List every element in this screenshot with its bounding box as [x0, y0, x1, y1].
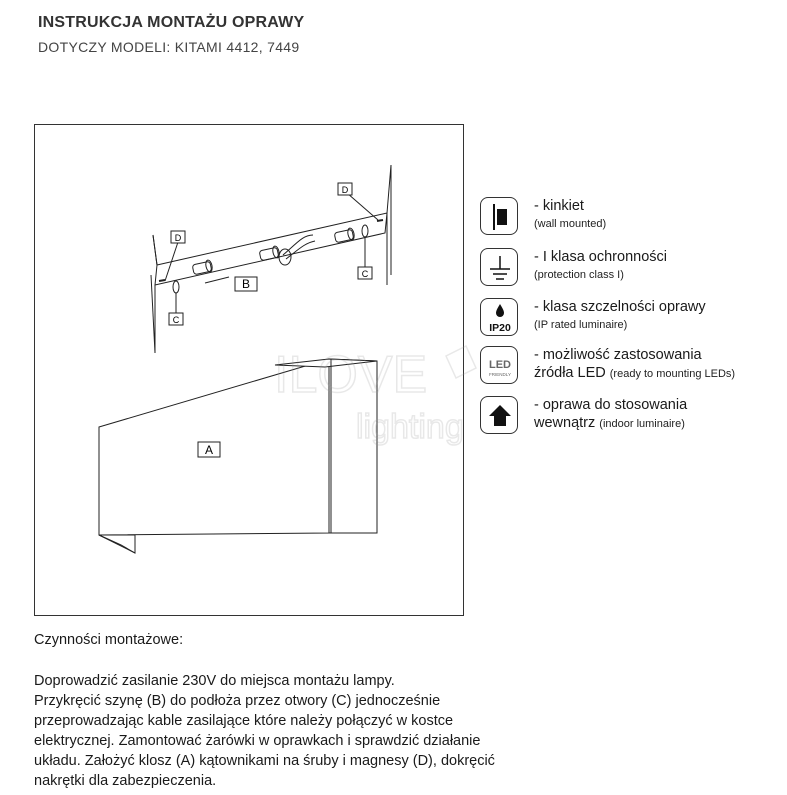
instruction-line: elektrycznej. Zamontować żarówki w oprawkach i sprawdzić działanie	[34, 733, 481, 749]
label-c-left: C	[172, 315, 180, 325]
instruction-line: Doprowadzić zasilanie 230V do miejsca montażu lampy.	[34, 673, 395, 689]
label-d-left: D	[174, 233, 182, 243]
water-drop-icon	[496, 304, 504, 317]
ip20-glyph: IP20	[489, 322, 511, 334]
instruction-line: układu. Założyć klosz (A) kątownikami na śruby i magnesy (D), dokręcić	[34, 753, 495, 769]
indoor-sublabel: (indoor luminaire)	[599, 418, 685, 430]
wall-mounted-sublabel: (wall mounted)	[534, 218, 607, 230]
icon-row-indoor	[480, 396, 780, 440]
protection-class-sublabel: (protection class I)	[534, 269, 624, 281]
page-title: INSTRUKCJA MONTAŻU OPRAWY	[38, 14, 305, 31]
assembly-drawing	[35, 125, 465, 617]
led-glyph-sub: FRIENDLY	[489, 372, 511, 377]
led-label: - możliwość zastosowania	[534, 347, 702, 363]
indoor-label: - oprawa do stosowania	[534, 397, 688, 413]
label-b: B	[241, 277, 251, 291]
ground-icon	[480, 248, 518, 286]
indoor-label-line2: wewnątrz	[534, 415, 596, 431]
ip-rating-label: - klasa szczelności oprawy	[534, 299, 706, 315]
instructions-body	[34, 671, 594, 791]
wall-mounted-icon	[480, 197, 518, 235]
assembly-diagram	[34, 124, 464, 616]
instruction-line: nakrętki dla zabezpieczenia.	[34, 773, 217, 789]
led-glyph: LED	[489, 359, 511, 371]
icon-row-wall-mounted	[480, 197, 780, 241]
wall-mounted-label: - kinkiet	[534, 198, 584, 214]
icon-row-led	[480, 346, 780, 390]
label-a: A	[204, 443, 214, 457]
led-sublabel: (ready to mounting LEDs)	[609, 368, 736, 380]
instructions-title: Czynności montażowe:	[34, 632, 184, 648]
watermark-line2: lighting	[356, 408, 464, 446]
ip20-icon	[480, 298, 518, 336]
page-subtitle: DOTYCZY MODELI: KITAMI 4412, 7449	[38, 39, 300, 55]
watermark-line1: ILOVE	[274, 346, 428, 404]
instruction-line: Przykręcić szynę (B) do podłoża przez otwory (C) jednocześnie	[34, 693, 441, 709]
instruction-line: przeprowadzając kable zasilające które należy połączyć w kostce	[34, 713, 454, 729]
ip-rating-sublabel: (IP rated luminaire)	[534, 319, 628, 331]
led-friendly-icon	[480, 346, 518, 384]
protection-class-label: - I klasa ochronności	[534, 249, 667, 265]
icon-row-protection-class	[480, 248, 780, 292]
led-label-line2: źródła LED	[534, 365, 606, 381]
icon-row-ip20	[480, 298, 780, 342]
label-c-right: C	[361, 269, 369, 279]
label-d-right: D	[341, 185, 349, 195]
house-icon	[480, 396, 518, 434]
